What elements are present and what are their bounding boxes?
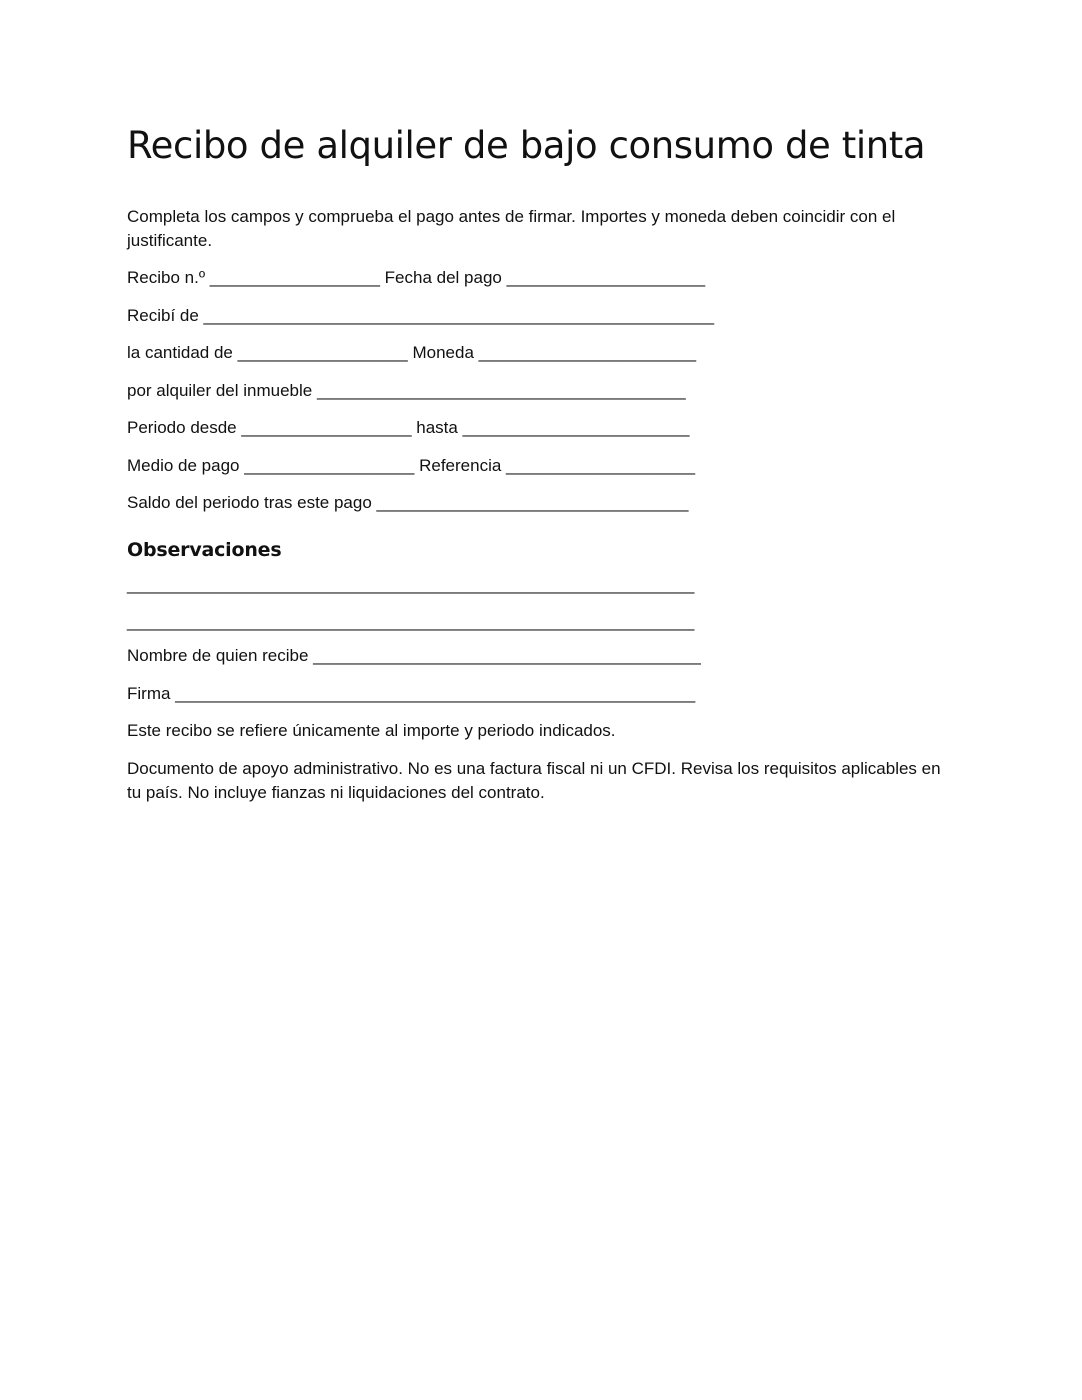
scope-note: Este recibo se refiere únicamente al importe y periodo indicados. <box>127 721 616 740</box>
observation-line: ____________________________________________________________ <box>127 612 695 631</box>
field-period: Periodo desde __________________ hasta ________________________ <box>127 418 690 437</box>
field-property: por alquiler del inmueble _______________________________________ <box>127 381 686 400</box>
field-receipt-number-payment-date: Recibo n.º __________________ Fecha del pago _____________________ <box>127 268 706 287</box>
intro-text: Completa los campos y comprueba el pago antes de firmar. Importes y moneda deben coincidir con el justificante. <box>127 207 896 250</box>
signature-field: Firma _______________________________________________________ <box>127 684 696 703</box>
observation-line: ____________________________________________________________ <box>127 575 695 594</box>
disclaimer-text: Documento de apoyo administrativo. No es una factura fiscal ni un CFDI. Revisa los requisitos aplicables en tu país. No incluye fianzas ni liquidaciones del contrato. <box>127 759 941 802</box>
observations-heading: Observaciones <box>127 539 282 561</box>
receiver-name-field: Nombre de quien recibe _________________________________________ <box>127 646 701 665</box>
field-balance: Saldo del periodo tras este pago _________________________________ <box>127 493 689 512</box>
field-payment-method-reference: Medio de pago __________________ Referencia ____________________ <box>127 456 696 475</box>
field-received-from: Recibí de ______________________________________________________ <box>127 306 715 325</box>
document-title: Recibo de alquiler de bajo consumo de tinta <box>127 124 926 167</box>
field-amount-currency: la cantidad de __________________ Moneda _______________________ <box>127 343 697 362</box>
